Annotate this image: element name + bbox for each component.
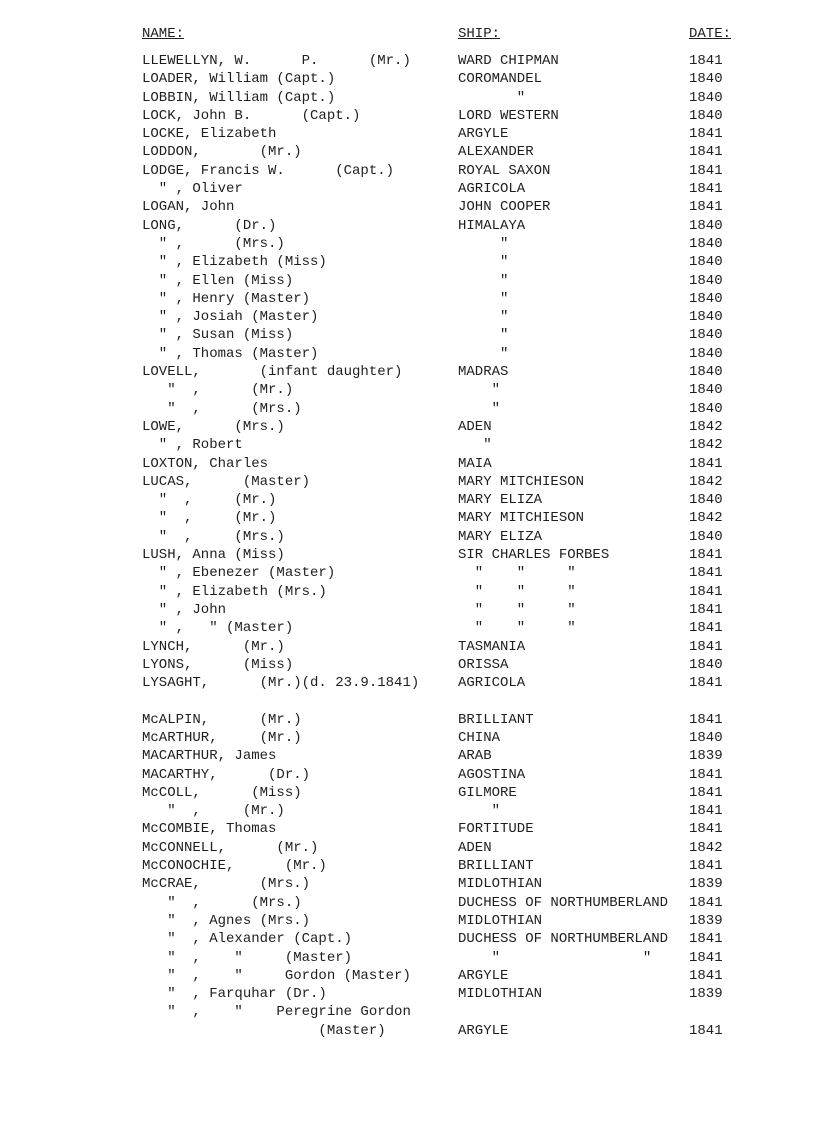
table-row — [0, 820, 816, 838]
arrival-date: 1841 — [689, 675, 723, 692]
arrival-date: 1841 — [689, 967, 723, 984]
ship-name: ARGYLE — [458, 967, 509, 984]
passenger-name: LLEWELLYN, W. P. (Mr.) — [142, 53, 411, 69]
table-row — [0, 473, 816, 491]
ship-name: ROYAL SAXON — [458, 162, 551, 179]
arrival-date: 1840 — [689, 235, 723, 252]
arrival-date: 1839 — [689, 986, 723, 1003]
passenger-name: " , (Mrs.) — [142, 894, 302, 911]
table-row — [0, 674, 816, 692]
ship-name: " — [458, 803, 501, 820]
table-row — [0, 583, 816, 601]
ship-name: ARGYLE — [458, 1022, 509, 1039]
ship-name: BRILLIANT — [458, 711, 534, 728]
ship-name: AGRICOLA — [458, 181, 526, 198]
header-ship: SHIP: — [458, 26, 501, 42]
passenger-name: " , (Mr.) — [142, 803, 285, 820]
table-row — [0, 400, 816, 418]
table-row — [0, 217, 816, 235]
arrival-date: 1841 — [689, 803, 723, 820]
ship-name: " — [458, 437, 492, 454]
passenger-name: LYONS, (Miss) — [142, 656, 294, 673]
table-row — [0, 766, 816, 784]
ship-name: ORISSA — [458, 656, 509, 673]
passenger-name: " , " (Master) — [142, 620, 294, 637]
table-row — [0, 894, 816, 912]
ship-name: " " " — [458, 583, 576, 600]
ship-name: " — [458, 254, 509, 271]
arrival-date: 1839 — [689, 876, 723, 893]
passenger-name: " , " Gordon (Master) — [142, 967, 411, 984]
passenger-name: LONG, (Dr.) — [142, 217, 277, 234]
passenger-name: McCONOCHIE, (Mr.) — [142, 858, 327, 875]
arrival-date: 1842 — [689, 437, 723, 454]
table-row — [0, 857, 816, 875]
table-row — [0, 949, 816, 967]
ship-name: MARY ELIZA — [458, 492, 543, 509]
ship-name: " — [458, 89, 526, 106]
arrival-date: 1840 — [689, 327, 723, 344]
passenger-name: " , Josiah (Master) — [142, 309, 319, 326]
ship-name: " — [458, 272, 509, 289]
passenger-name: LUSH, Anna (Miss) — [142, 547, 285, 564]
ship-name: DUCHESS OF NORTHUMBERLAND — [458, 931, 669, 948]
ship-name: COROMANDEL — [458, 71, 543, 88]
passenger-name: LOWE, (Mrs.) — [142, 418, 285, 435]
passenger-name: " , " (Master) — [142, 949, 353, 966]
table-row — [0, 839, 816, 857]
table-row — [0, 107, 816, 125]
ship-name: MARY MITCHIESON — [458, 473, 585, 490]
passenger-name: " , (Mr.) — [142, 492, 277, 509]
arrival-date: 1841 — [689, 53, 723, 69]
ship-name: AGRICOLA — [458, 675, 526, 692]
arrival-date: 1840 — [689, 254, 723, 271]
table-row — [0, 1022, 816, 1040]
ship-name: MARY MITCHIESON — [458, 510, 585, 527]
table-row — [0, 875, 816, 893]
arrival-date: 1841 — [689, 199, 723, 216]
passenger-name: LODGE, Francis W. (Capt.) — [142, 162, 395, 179]
table-row — [0, 546, 816, 564]
passenger-name: McCOMBIE, Thomas — [142, 821, 277, 838]
table-row — [0, 308, 816, 326]
arrival-date: 1840 — [689, 345, 723, 362]
arrival-date: 1839 — [689, 912, 723, 929]
table-row — [0, 930, 816, 948]
table-row — [0, 381, 816, 399]
arrival-date: 1841 — [689, 894, 723, 911]
arrival-date: 1840 — [689, 89, 723, 106]
ship-name: DUCHESS OF NORTHUMBERLAND — [458, 894, 669, 911]
table-row — [0, 89, 816, 107]
passenger-name: " , (Mrs.) — [142, 400, 302, 417]
ship-name: ALEXANDER — [458, 144, 534, 161]
arrival-date: 1841 — [689, 931, 723, 948]
table-row — [0, 198, 816, 216]
arrival-date: 1840 — [689, 528, 723, 545]
table-row — [0, 70, 816, 88]
ship-name: " — [458, 345, 509, 362]
arrival-date: 1840 — [689, 107, 723, 124]
ship-name: WARD CHIPMAN — [458, 53, 559, 69]
ship-name: MIDLOTHIAN — [458, 912, 543, 929]
arrival-date: 1841 — [689, 620, 723, 637]
table-row — [0, 253, 816, 271]
passenger-name: McARTHUR, (Mr.) — [142, 729, 302, 746]
table-row — [0, 528, 816, 546]
table-row — [0, 747, 816, 765]
header-date: DATE: — [689, 26, 732, 42]
table-row — [0, 418, 816, 436]
arrival-date: 1841 — [689, 1022, 723, 1039]
passenger-name: LOCKE, Elizabeth — [142, 126, 277, 143]
arrival-date: 1841 — [689, 711, 723, 728]
table-row — [0, 967, 816, 985]
ship-name: " — [458, 290, 509, 307]
passenger-name: " , John — [142, 601, 227, 618]
arrival-date: 1841 — [689, 126, 723, 143]
ship-name: ADEN — [458, 839, 492, 856]
passenger-name: LYNCH, (Mr.) — [142, 638, 285, 655]
table-row — [0, 125, 816, 143]
header-name: NAME: — [142, 26, 185, 42]
passenger-name: LOBBIN, William (Capt.) — [142, 89, 336, 106]
ship-name: MARY ELIZA — [458, 528, 543, 545]
passenger-name: " , Elizabeth (Miss) — [142, 254, 327, 271]
table-row — [0, 784, 816, 802]
arrival-date: 1841 — [689, 766, 723, 783]
table-row — [0, 619, 816, 637]
arrival-date: 1841 — [689, 858, 723, 875]
table-row — [0, 180, 816, 198]
passenger-name: " , (Mrs.) — [142, 528, 285, 545]
table-row — [0, 52, 816, 70]
passenger-name: McCONNELL, (Mr.) — [142, 839, 319, 856]
passenger-name: " , " Peregrine Gordon — [142, 1004, 411, 1021]
passenger-name: " , Susan (Miss) — [142, 327, 294, 344]
arrival-date: 1841 — [689, 821, 723, 838]
arrival-date: 1840 — [689, 400, 723, 417]
table-row — [0, 235, 816, 253]
arrival-date: 1841 — [689, 949, 723, 966]
passenger-name: LUCAS, (Master) — [142, 473, 311, 490]
ship-name: JOHN COOPER — [458, 199, 551, 216]
passenger-name: LOGAN, John — [142, 199, 235, 216]
ship-name: AGOSTINA — [458, 766, 526, 783]
ship-name: ARAB — [458, 748, 492, 765]
ship-name: " — [458, 400, 501, 417]
ship-name: MIDLOTHIAN — [458, 876, 543, 893]
table-row — [0, 912, 816, 930]
ship-name: " " — [458, 949, 652, 966]
table-row — [0, 711, 816, 729]
table-row — [0, 162, 816, 180]
arrival-date: 1842 — [689, 473, 723, 490]
passenger-name: LOADER, William (Capt.) — [142, 71, 336, 88]
passenger-name: LODDON, (Mr.) — [142, 144, 302, 161]
table-row — [0, 1003, 816, 1021]
ship-name: MAIA — [458, 455, 492, 472]
passenger-name: LYSAGHT, (Mr.)(d. 23.9.1841) — [142, 675, 420, 692]
ship-name: " " " — [458, 620, 576, 637]
passenger-name: " , (Mr.) — [142, 382, 294, 399]
passenger-list — [0, 52, 816, 1040]
passenger-name: McCRAE, (Mrs.) — [142, 876, 311, 893]
passenger-name: LOXTON, Charles — [142, 455, 269, 472]
table-row — [0, 491, 816, 509]
arrival-date: 1841 — [689, 583, 723, 600]
table-row — [0, 345, 816, 363]
ship-name: SIR CHARLES FORBES — [458, 547, 610, 564]
arrival-date: 1841 — [689, 638, 723, 655]
ship-name: MADRAS — [458, 364, 509, 381]
arrival-date: 1840 — [689, 382, 723, 399]
arrival-date: 1840 — [689, 729, 723, 746]
ship-name: ADEN — [458, 418, 492, 435]
arrival-date: 1840 — [689, 364, 723, 381]
arrival-date: 1840 — [689, 71, 723, 88]
table-row — [0, 455, 816, 473]
ship-name: GILMORE — [458, 784, 517, 801]
passenger-name: " , Farquhar (Dr.) — [142, 986, 327, 1003]
passenger-name: " , Robert — [142, 437, 243, 454]
passenger-name: MACARTHUR, James — [142, 748, 277, 765]
ship-name: " — [458, 235, 509, 252]
table-row — [0, 326, 816, 344]
ship-name: " " " — [458, 601, 576, 618]
table-row — [0, 985, 816, 1003]
table-row — [0, 638, 816, 656]
arrival-date: 1841 — [689, 547, 723, 564]
arrival-date: 1842 — [689, 839, 723, 856]
arrival-date: 1839 — [689, 748, 723, 765]
ship-name: LORD WESTERN — [458, 107, 559, 124]
table-row — [0, 143, 816, 161]
table-row — [0, 290, 816, 308]
passenger-name: LOVELL, (infant daughter) — [142, 364, 403, 381]
table-row — [0, 363, 816, 381]
table-row — [0, 601, 816, 619]
ship-name: ARGYLE — [458, 126, 509, 143]
arrival-date: 1842 — [689, 418, 723, 435]
passenger-name: " , (Mrs.) — [142, 235, 285, 252]
ship-name: FORTITUDE — [458, 821, 534, 838]
arrival-date: 1840 — [689, 290, 723, 307]
ship-name: " — [458, 382, 501, 399]
passenger-name: " , Elizabeth (Mrs.) — [142, 583, 327, 600]
passenger-name: " , Agnes (Mrs.) — [142, 912, 311, 929]
arrival-date: 1841 — [689, 784, 723, 801]
passenger-name: " , Ebenezer (Master) — [142, 565, 336, 582]
arrival-date: 1841 — [689, 565, 723, 582]
passenger-name: McCOLL, (Miss) — [142, 784, 302, 801]
arrival-date: 1841 — [689, 162, 723, 179]
table-row — [0, 272, 816, 290]
arrival-date: 1840 — [689, 272, 723, 289]
passenger-name: " , Henry (Master) — [142, 290, 311, 307]
passenger-name: " , (Mr.) — [142, 510, 277, 527]
passenger-name: (Master) — [142, 1022, 386, 1039]
arrival-date: 1840 — [689, 309, 723, 326]
ship-name: BRILLIANT — [458, 858, 534, 875]
arrival-date: 1842 — [689, 510, 723, 527]
ship-name: " — [458, 309, 509, 326]
arrival-date: 1840 — [689, 217, 723, 234]
table-row — [0, 656, 816, 674]
arrival-date: 1840 — [689, 492, 723, 509]
table-row — [0, 509, 816, 527]
table-row — [0, 692, 816, 710]
table-row — [0, 564, 816, 582]
arrival-date: 1841 — [689, 455, 723, 472]
arrival-date: 1840 — [689, 656, 723, 673]
ship-name: " — [458, 327, 509, 344]
passenger-name: MACARTHY, (Dr.) — [142, 766, 311, 783]
table-row — [0, 436, 816, 454]
passenger-name: LOCK, John B. (Capt.) — [142, 107, 361, 124]
arrival-date: 1841 — [689, 601, 723, 618]
arrival-date: 1841 — [689, 181, 723, 198]
passenger-name: McALPIN, (Mr.) — [142, 711, 302, 728]
ship-name: CHINA — [458, 729, 501, 746]
arrival-date: 1841 — [689, 144, 723, 161]
ship-name: " " " — [458, 565, 576, 582]
ship-name: HIMALAYA — [458, 217, 526, 234]
passenger-name: " , Oliver — [142, 181, 243, 198]
table-row — [0, 729, 816, 747]
passenger-name: " , Ellen (Miss) — [142, 272, 294, 289]
ship-name: MIDLOTHIAN — [458, 986, 543, 1003]
ship-name: TASMANIA — [458, 638, 526, 655]
table-row — [0, 802, 816, 820]
passenger-name: " , Alexander (Capt.) — [142, 931, 353, 948]
passenger-name: " , Thomas (Master) — [142, 345, 319, 362]
